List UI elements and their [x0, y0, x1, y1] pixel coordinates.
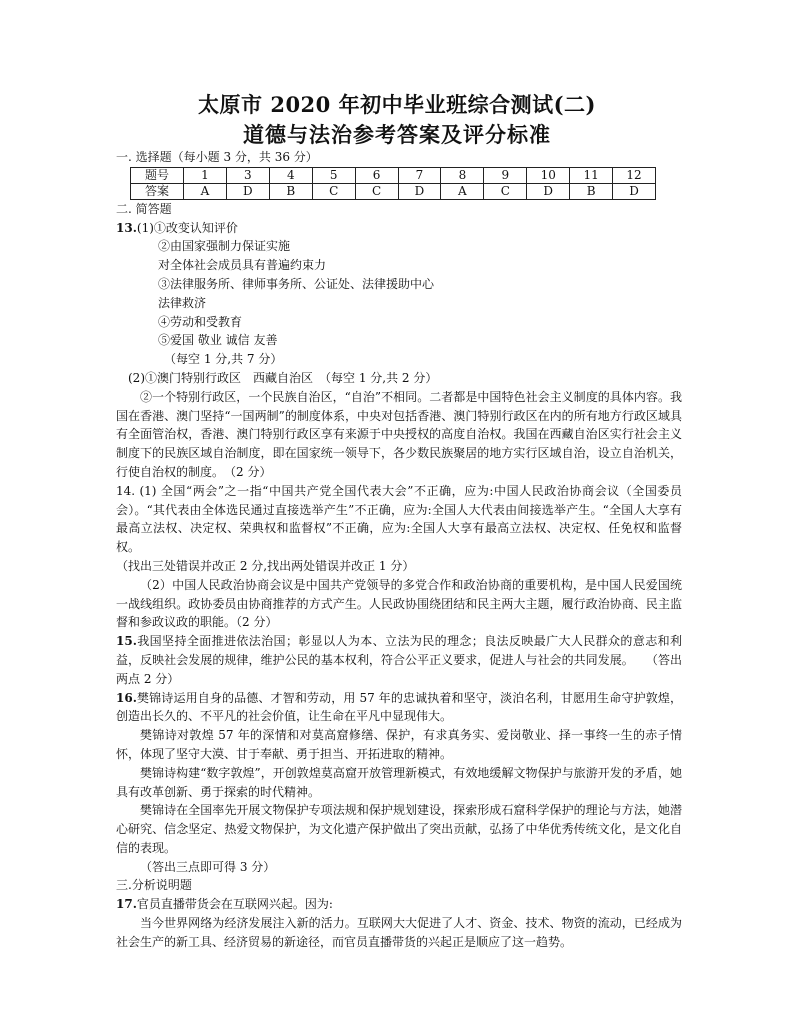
answer-row [131, 183, 656, 199]
row-label-answer: 答案 [131, 183, 184, 199]
table-cell: 8 [441, 167, 484, 183]
answer-text: (1)①改变认知评价 [136, 220, 238, 235]
q13-part1-line4: ③法律服务所、律师事务所、公证处、法律援助中心 [158, 276, 435, 291]
table-cell: C [355, 183, 398, 199]
q13-part1-line2: ②由国家强制力保证实施 [158, 239, 291, 254]
table-cell: D [398, 183, 441, 199]
section-3-heading: 三.分析说明题 [116, 878, 192, 893]
table-cell: 7 [398, 167, 441, 183]
table-cell: D [226, 183, 269, 199]
q16-paragraph-2: 樊锦诗对敦煌 57 年的深情和对莫高窟修缮、保护，有求真务实、爱岗敬业、择一事终一生的赤子情怀，体现了坚守大漠、甘于奉献、勇于担当、开拓进取的精神。 [116, 728, 682, 761]
table-cell: A [441, 183, 484, 199]
table-cell: 4 [269, 167, 312, 183]
table-cell: D [613, 183, 656, 199]
q13-part1-line3: 对全体社会成员具有普遍约束力 [158, 258, 327, 273]
q17-paragraph: 当今世界网络为经济发展注入新的活力。互联网大大促进了人才、资金、技术、物资的流动，已经成为社会生产的新工具、经济贸易的新途径，而官员直播带货的兴起正是顺应了这一趋势。 [116, 916, 682, 949]
question-number-row [131, 167, 656, 183]
question-number: 13. [116, 220, 137, 235]
table-cell: C [484, 183, 527, 199]
q16-paragraph-4: 樊锦诗在全国率先开展文物保护专项法规和保护规划建设，探索形成石窟科学保护的理论与方法，她潜心研究、信念坚定、热爱文物保护，为文化遗产保护做出了突出贡献，弘扬了中华优秀传统文化，是文化自信的表现。 [116, 803, 682, 855]
q16-score: （答出三点即可得 3 分） [140, 859, 276, 874]
table-cell: C [312, 183, 355, 199]
table-cell: 3 [226, 167, 269, 183]
section-1-heading: 一. 选择题（每小题 3 分，共 36 分） [116, 150, 318, 164]
q14-part2-paragraph: （2）中国人民政治协商会议是中国共产党领导的多党合作和政治协商的重要机构，是中国人民爱国统一战线组织。政协委员由协商推荐的方式产生。人民政协围绕团结和民主两大主题，履行政治协商、民主监督和参政议政的职能。（2 分） [116, 577, 682, 630]
q13-part1-line5: 法律救济 [158, 295, 207, 310]
table-cell: B [570, 183, 613, 199]
q13-part1-line7: ⑤爱国 敬业 诚信 友善 [158, 333, 278, 348]
q14-part1-score: （找出三处错误并改正 2 分,找出两处错误并改正 1 分） [116, 558, 415, 573]
q16-paragraph-3: 樊锦诗构建“数字敦煌”，开创敦煌莫高窟开放管理新模式，有效地缓解文物保护与旅游开发的矛盾，她具有改革创新、勇于探索的时代精神。 [116, 765, 682, 799]
question-number: 16. [116, 690, 137, 705]
section-2-heading: 二. 简答题 [116, 201, 172, 216]
q14-part1-paragraph: 14. (1) 全国“两会”之一指“中国共产党全国代表大会”不正确，应为:中国人民政治协商会议（全国委员会）。“其代表由全体选民通过直接选举产生”不正确，应为:全国人大代表由间接选举产生。“全国人大享有最高立法权、决定权、荣典权和监督权”不正确，应为:全国人大享有最高立法权、决定权、任免权和监督权。 [116, 483, 682, 555]
table-cell: 9 [484, 167, 527, 183]
table-cell: 5 [312, 167, 355, 183]
q13-part1-line1 [116, 219, 682, 238]
table-cell: 10 [527, 167, 570, 183]
answer-text: 官员直播带货会在互联网兴起。因为: [136, 897, 333, 912]
document-title: 太原市 2020 年初中毕业班综合测试(二) [198, 92, 596, 117]
row-label-question-number: 题号 [131, 167, 184, 183]
q15-paragraph [116, 632, 682, 688]
table-cell: 11 [570, 167, 613, 183]
table-cell: B [269, 183, 312, 199]
q17-line1 [116, 895, 682, 914]
document-subtitle: 道德与法治参考答案及评分标准 [243, 122, 551, 147]
answer-key-table [130, 167, 656, 200]
question-number: 15. [116, 634, 137, 649]
table-cell: A [184, 183, 227, 199]
answer-text: 我国坚持全面推进依法治国；彰显以人为本、立法为民的理念；良法反映最广大人民群众的意志和利益，反映社会发展的规律，维护公民的基本权利，符合公平正义要求，促进人与社会的共同发展。 （答出两点 2 分） [116, 634, 682, 686]
answer-text: 樊锦诗运用自身的品德、才智和劳动，用 57 年的忠诚执着和坚守，淡泊名利，甘愿用生命守护敦煌，创造出长久的、不平凡的社会价值，让生命在平凡中显现伟大。 [116, 690, 682, 724]
table-cell: 12 [613, 167, 656, 183]
question-number: 17. [116, 897, 137, 912]
q13-part1-line6: ④劳动和受教育 [158, 314, 243, 329]
document-body [116, 148, 682, 952]
q13-part1-score: （每空 1 分,共 7 分） [164, 352, 283, 367]
q13-part2-line1: (2)①澳门特别行政区 西藏自治区 （每空 1 分,共 2 分） [128, 370, 438, 385]
q16-paragraph-1 [116, 689, 682, 727]
table-cell: 1 [184, 167, 227, 183]
q13-part2-paragraph: ②一个特别行政区，一个民族自治区，“自治”不相同。二者都是中国特色社会主义制度的具体内容。我国在香港、澳门坚持“一国两制”的制度体系，中央对包括香港、澳门特别行政区在内的所有地方行政区域具有全面管治权，香港、澳门特别行政区享有来源于中央授权的高度自治权。我国在西藏自治区实行社会主义制度下的民族区域自治制度，即在国家统一领导下，各少数民族聚居的地方实行区域自治，设立自治机关，行使自治权的制度。 （2 分） [116, 389, 682, 479]
table-cell: D [527, 183, 570, 199]
table-cell: 6 [355, 167, 398, 183]
